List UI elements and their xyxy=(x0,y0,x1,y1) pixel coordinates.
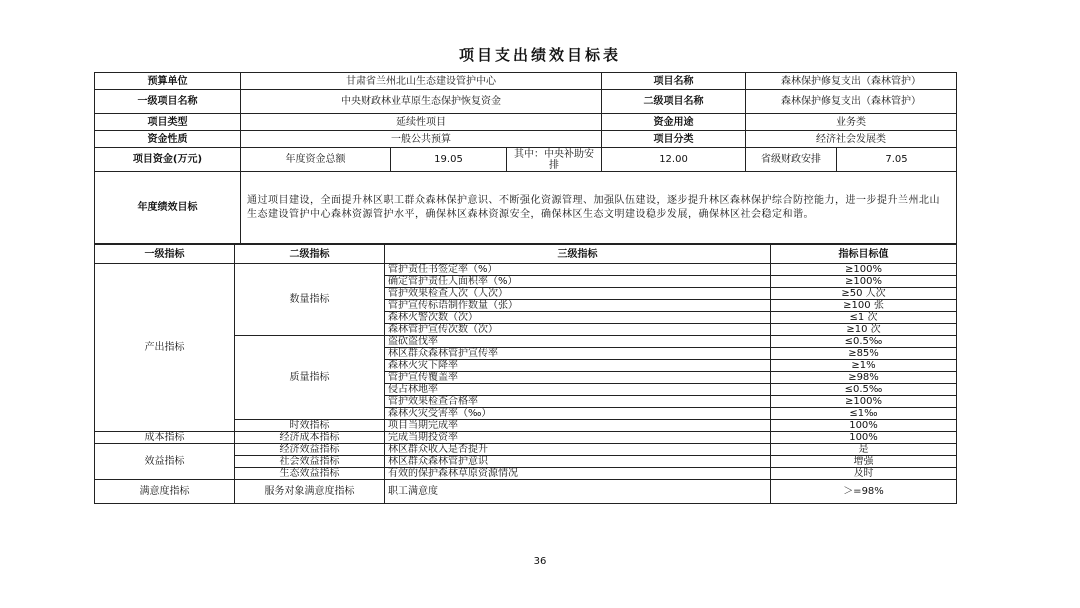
indicator-name: 林区群众森林管护意识 xyxy=(385,456,771,468)
indicator-name: 林区群众森林管护宣传率 xyxy=(385,348,771,360)
indicator-value: ≤1‰ xyxy=(771,408,957,420)
indicator-value: ≥100% xyxy=(771,276,957,288)
indicator-name: 确定管护责任人面积率（%） xyxy=(385,276,771,288)
project-type-label: 项目类型 xyxy=(95,114,241,131)
indicator-value: ≥100% xyxy=(771,396,957,408)
page-number: 36 xyxy=(533,556,547,567)
timeliness-indicator-label: 时效指标 xyxy=(235,420,385,432)
indicator-name: 森林火灾受害率（‰） xyxy=(385,408,771,420)
header-level3: 三级指标 xyxy=(385,245,771,264)
indicator-value: ≥1% xyxy=(771,360,957,372)
output-indicator-label: 产出指标 xyxy=(95,264,235,432)
benefit-indicator-label: 效益指标 xyxy=(95,444,235,480)
level2-name-label: 二级项目名称 xyxy=(602,90,746,114)
indicator-value: 100% xyxy=(771,420,957,432)
economic-benefit-label: 经济效益指标 xyxy=(235,444,385,456)
page-title: 项目支出绩效目标表 xyxy=(458,46,621,64)
project-name-value: 森林保护修复支出（森林管护） xyxy=(746,73,957,90)
indicator-name: 管护宣传覆盖率 xyxy=(385,372,771,384)
indicator-value: ≥50 人次 xyxy=(771,288,957,300)
fund-label: 项目资金(万元) xyxy=(95,148,241,172)
indicator-name: 有效的保护森林草原资源情况 xyxy=(385,468,771,480)
indicator-name: 森林火灾下降率 xyxy=(385,360,771,372)
indicator-value: ≤0.5‰ xyxy=(771,336,957,348)
level2-name-value: 森林保护修复支出（森林管护） xyxy=(746,90,957,114)
ecological-benefit-label: 生态效益指标 xyxy=(235,468,385,480)
project-type-value: 延续性项目 xyxy=(241,114,602,131)
header-target: 指标目标值 xyxy=(771,245,957,264)
header-level1: 一级指标 xyxy=(95,245,235,264)
social-benefit-label: 社会效益指标 xyxy=(235,456,385,468)
indicator-value: 100% xyxy=(771,432,957,444)
provincial-label: 省级财政安排 xyxy=(746,148,837,172)
header-level2: 二级指标 xyxy=(235,245,385,264)
budget-unit-label: 预算单位 xyxy=(95,73,241,90)
indicator-name: 完成当期投资率 xyxy=(385,432,771,444)
service-satisfaction-label: 服务对象满意度指标 xyxy=(235,480,385,504)
provincial-value: 7.05 xyxy=(837,148,957,172)
indicator-value: 及时 xyxy=(771,468,957,480)
indicator-name: 森林管护宣传次数（次） xyxy=(385,324,771,336)
central-label: 其中：中央补助安排 xyxy=(507,148,602,172)
fund-nature-label: 资金性质 xyxy=(95,131,241,148)
indicator-value: ≤1 次 xyxy=(771,312,957,324)
indicator-name: 盗砍盗伐率 xyxy=(385,336,771,348)
budget-unit-value: 甘肃省兰州北山生态建设管护中心 xyxy=(241,73,602,90)
indicator-value: ≥98% xyxy=(771,372,957,384)
indicator-name: 林区群众收入是否提升 xyxy=(385,444,771,456)
indicator-value: ≥10 次 xyxy=(771,324,957,336)
indicator-value: 是 xyxy=(771,444,957,456)
goal-text: 通过项目建设，全面提升林区职工群众森林保护意识、不断强化资源管理、加强队伍建设，逐步提升林区森林保护综合防控能力，进一步提升兰州北山生态建设管护中心森林资源管护水平，确保林区森林资源安全，确保林区生态文明建设稳步发展，确保林区社会稳定和谐。 xyxy=(241,172,957,244)
indicator-value: ≤0.5‰ xyxy=(771,384,957,396)
indicator-name: 侵占林地率 xyxy=(385,384,771,396)
satisfaction-indicator-label: 满意度指标 xyxy=(95,480,235,504)
indicator-value: ≥100 张 xyxy=(771,300,957,312)
category-value: 经济社会发展类 xyxy=(746,131,957,148)
category-label: 项目分类 xyxy=(602,131,746,148)
indicator-name: 职工满意度 xyxy=(385,480,771,504)
level1-name-label: 一级项目名称 xyxy=(95,90,241,114)
indicator-table xyxy=(94,244,957,504)
indicator-name: 森林火警次数（次） xyxy=(385,312,771,324)
indicator-value: ＞=98% xyxy=(771,480,957,504)
indicator-value: ≥100% xyxy=(771,264,957,276)
fund-nature-value: 一般公共预算 xyxy=(241,131,602,148)
indicator-name: 管护效果检查人次（人次） xyxy=(385,288,771,300)
central-value: 12.00 xyxy=(602,148,746,172)
indicator-name: 管护责任书签定率（%） xyxy=(385,264,771,276)
quantity-indicator-label: 数量指标 xyxy=(235,264,385,336)
indicator-name: 项目当期完成率 xyxy=(385,420,771,432)
fund-use-value: 业务类 xyxy=(746,114,957,131)
indicator-value: 增强 xyxy=(771,456,957,468)
indicator-value: ≥85% xyxy=(771,348,957,360)
project-name-label: 项目名称 xyxy=(602,73,746,90)
cost-indicator-label: 成本指标 xyxy=(95,432,235,444)
level1-name-value: 中央财政林业草原生态保护恢复资金 xyxy=(241,90,602,114)
goal-label: 年度绩效目标 xyxy=(95,172,241,244)
indicator-name: 管护效果检查合格率 xyxy=(385,396,771,408)
annual-total-label: 年度资金总额 xyxy=(241,148,391,172)
fund-use-label: 资金用途 xyxy=(602,114,746,131)
quality-indicator-label: 质量指标 xyxy=(235,336,385,420)
economic-cost-indicator-label: 经济成本指标 xyxy=(235,432,385,444)
indicator-name: 管护宣传标语制作数量（张） xyxy=(385,300,771,312)
project-info-table xyxy=(94,72,957,244)
annual-total-value: 19.05 xyxy=(391,148,507,172)
